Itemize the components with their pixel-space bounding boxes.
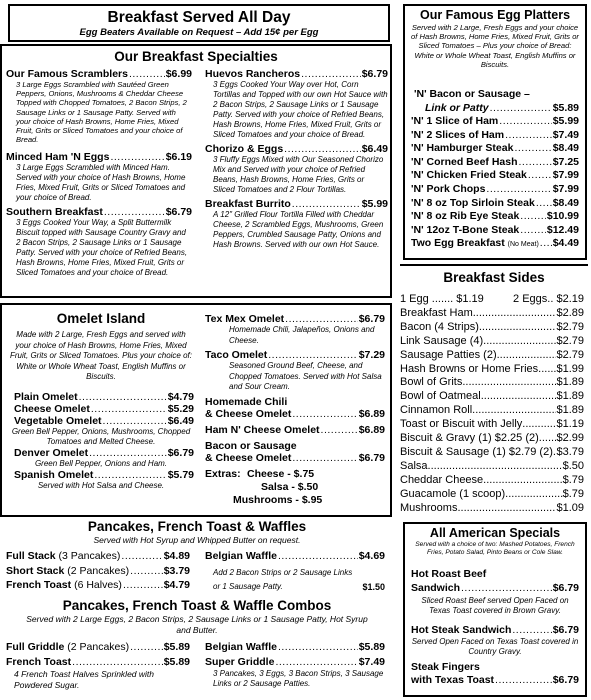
platter-item: 'N' 12oz T-Bone Steak ..... $12.49: [411, 224, 579, 238]
side-item: Guacamole (1 scoop) ..... $.79: [400, 488, 584, 502]
side-item: Salsa ..... $.50: [400, 460, 584, 474]
platter-item: 'N' Chicken Fried Steak ..... $7.99: [411, 169, 579, 183]
menu-item-ham-cheese-omelet: Ham N' Cheese Omelet ..... $6.89: [205, 424, 385, 437]
menu-item-texmex-omelet: Tex Mex Omelet ..... $6.79: [205, 313, 385, 325]
combos-left-col: [6, 640, 190, 690]
side-item: Link Sausage (4) ..... $2.79: [400, 335, 584, 349]
menu-item-desc: Homemade Chili, Jalapeños, Onions and Cheese.: [229, 325, 375, 345]
menu-item-short-stack: Short Stack (2 Pancakes) ..... $3.79: [6, 564, 190, 579]
menu-item-desc: Green Bell Pepper, Onions, Mushrooms, Chopped Tomatoes and Melted Cheese.: [11, 426, 191, 446]
combos-section: [0, 598, 394, 690]
menu-item-roast-beef: Sandwich ..... $6.79: [411, 581, 579, 595]
menu-item-desc: 3 Large Eggs Scrambled with Minced Ham. Served with your choice of Hash Browns, Home Fries, Mixed Fruit, Grits or Sliced Tomatoes and your choice of Bread.: [16, 163, 186, 202]
menu-item-desc: Seasoned Ground Beef, Cheese, and Chopped Tomatoes. Served with Hot Salsa and Sour Cream.: [229, 361, 382, 391]
menu-item-chorizo: Chorizo & Eggs ..... $6.49: [205, 143, 388, 155]
menu-item-huevos: Huevos Rancheros ..... $6.79: [205, 68, 388, 80]
platters-box: [403, 4, 587, 260]
menu-item-plain-omelet: Plain Omelet ..... $4.79: [8, 391, 194, 403]
menu-item-taco-omelet: Taco Omelet ..... $7.29: [205, 349, 385, 361]
side-item: Biscuit & Gravy (1) $2.25 (2) ..... $2.99: [400, 432, 584, 446]
platter-item: 'N' Hamburger Steak ..... $8.49: [411, 142, 579, 156]
platter-item: 'N' 8 oz Top Sirloin Steak ..... $8.49: [411, 197, 579, 211]
specialties-right-col: [205, 68, 388, 250]
combos-title: Pancakes, French Toast & Waffle Combos: [62, 598, 332, 613]
menu-item-french-toast: French Toast (6 Halves) ..... $4.79: [6, 578, 190, 593]
platters-title: Our Famous Egg Platters: [419, 8, 571, 22]
omelet-right-col: [205, 313, 385, 507]
pancakes-section: [0, 519, 394, 592]
page-subtitle: Egg Beaters Available on Request – Add 15¢ per Egg: [79, 27, 319, 38]
side-item: Sausage Patties (2) ..... $2.79: [400, 349, 584, 363]
menu-item-desc: 3 Large Eggs Scrambled with Sautéed Green Peppers, Onions, Mushrooms & Cheddar Cheese Topped with Chopped Tomatoes, 2 Bacon Strips, 2 Sausage Links or 1 Sausage Patty. Served with your choice of Hash Browns, Home Fries, Mixed Fruit, Grits or Sliced Tomatoes and your choice of Bread.: [16, 80, 187, 145]
menu-item-minced-ham: Minced Ham 'N Eggs ..... $6.19: [6, 151, 192, 163]
sides-section: [400, 264, 588, 516]
menu-item-southern: Southern Breakfast ..... $6.79: [6, 206, 192, 218]
platter-item: 'N' 1 Slice of Ham ..... $5.99: [411, 115, 579, 129]
menu-item-bacon-omelet: & Cheese Omelet ..... $6.79: [205, 452, 385, 465]
american-list: [411, 568, 579, 687]
combos-right-col: [205, 640, 385, 689]
waffle-add-desc: Add 2 Bacon Strips or 2 Sausage Links or 1 Sausage Patty. $1.50: [213, 567, 385, 592]
menu-item-bacon-line1: Bacon or Sausage: [205, 439, 297, 452]
pancakes-right-col: [205, 549, 385, 594]
menu-item-roast-line1: Hot Roast Beef: [411, 568, 487, 580]
platter-item: 'N' Pork Chops ..... $7.99: [411, 183, 579, 197]
menu-item-desc: 3 Pancakes, 3 Eggs, 3 Bacon Strips, 3 Sausage Links or 2 Sausage Patties.: [213, 669, 384, 688]
menu-item-chili-omelet: & Cheese Omelet ..... $6.89: [205, 408, 385, 421]
menu-item-spanish-omelet: Spanish Omelet ..... $5.79: [8, 469, 194, 481]
platters-list: [411, 88, 579, 252]
side-eggs: 1 Egg ....... $1.19 2 Eggs.. $2.19: [400, 293, 584, 305]
omelet-left-col: [8, 311, 194, 491]
menu-item-belgian-waffle: Belgian Waffle ..... $4.69: [205, 549, 385, 564]
menu-item-scramblers: Our Famous Scramblers ..... $6.99: [6, 68, 192, 80]
specialties-title: Our Breakfast Specialties: [114, 49, 278, 64]
platter-two-egg: Two Egg Breakfast (No Meat) ..... $4.49: [411, 237, 579, 252]
side-item: Mushrooms ..... $1.09: [400, 502, 584, 516]
side-item: Cheddar Cheese ..... $.79: [400, 474, 584, 488]
menu-item-super-griddle: Super Griddle ..... $7.49: [205, 655, 385, 670]
menu-item-steak-fingers: with Texas Toast ..... $6.79: [411, 674, 579, 687]
omelet-box: [0, 303, 392, 517]
menu-item-fingers-line1: Steak Fingers: [411, 661, 480, 673]
menu-item-full-griddle: Full Griddle (2 Pancakes) ..... $5.89: [6, 640, 190, 655]
platter-item: 'N' 2 Slices of Ham ..... $7.49: [411, 129, 579, 143]
menu-item-chili-line1: Homemade Chili: [205, 395, 288, 408]
menu-item-desc: Sliced Roast Beef served Open Faced on Texas Toast covered in Brown Gravy.: [421, 596, 569, 615]
platter-item: 'N' Corned Beef Hash ..... $7.25: [411, 156, 579, 170]
menu-item-cheese-omelet: Cheese Omelet ..... $5.29: [8, 403, 194, 415]
american-title: All American Specials: [429, 526, 561, 540]
combos-subtitle: Served with 2 Large Eggs, 2 Bacon Strips, 2 Sausage Links or 1 Sausage Patty, Hot Syrup and Butter.: [26, 614, 368, 635]
specialties-left-col: [6, 68, 192, 278]
side-item: Bacon (4 Strips) ..... $2.79: [400, 321, 584, 335]
menu-item-desc: Served with Hot Salsa and Cheese.: [37, 480, 165, 490]
menu-item-desc: 3 Eggs Cooked Your Way, a Split Buttermilk Biscuit topped with Sausage Country Gravy and 2 Bacon Strips, 2 Sausage Links or 1 Sausage Patty. Served with your choice of Refried Beans, Hash Browns, Home Fries, Mixed Fruit, Grits or Sliced Tomatoes and your choice of Bread.: [16, 218, 188, 277]
platter-bacon: Link or Patty ..... $5.89: [425, 101, 579, 115]
side-item: Bowl of Grits ..... $1.89: [400, 376, 584, 390]
platter-item: 'N' 8 oz Rib Eye Steak ..... $10.99: [411, 210, 579, 224]
side-item: Toast or Biscuit with Jelly ..... $1.19: [400, 418, 584, 432]
side-item: Bowl of Oatmeal ..... $1.89: [400, 390, 584, 404]
header-box: [8, 4, 390, 42]
platter-bacon-line1: 'N' Bacon or Sausage –: [414, 88, 530, 100]
side-item: Hash Browns or Home Fries ..... $1.99: [400, 363, 584, 377]
menu-item-desc: A 12" Grilled Flour Tortilla Filled with Cheddar Cheese, 2 Scrambled Eggs, Mushrooms, Green Peppers, Crumbled Sausage Patty, Onions and Hash Browns. Served with our own Hot Sauce.: [213, 210, 384, 249]
omelet-desc: Made with 2 Large, Fresh Eggs and served with your choice of Hash Browns, Home Fries, Mixed Fruit, Grits or Sliced Tomatoes. Plus your choice of: White or Whole Wheat Toast, English Muffins or Biscuits.: [10, 330, 192, 381]
menu-item-desc: 4 French Toast Halves Sprinkled with Powdered Sugar.: [14, 669, 155, 690]
menu-item-desc: 3 Eggs Cooked Your Way over Hot, Corn Tortillas and Topped with our own Hot Sauce with 2 Bacon Strips, 2 Sausage Links or 1 Sausage Patty. Served with your choice of Refried Beans, Hash Browns, Home Fries, Mixed Fruit, Grits or Sliced Tomatoes and your choice of Bread.: [213, 80, 388, 139]
side-item: Cinnamon Roll ..... $1.89: [400, 404, 584, 418]
menu-item-combo-waffle: Belgian Waffle ..... $5.89: [205, 640, 385, 655]
menu-item-vegetable-omelet: Vegetable Omelet ..... $6.49: [8, 415, 194, 427]
pancakes-left-col: [6, 549, 190, 593]
american-desc: Served with a choice of two: Mashed Potatoes, French Fries, Potato Salad, Pinto Beans or Cole Slaw.: [415, 541, 575, 557]
pancakes-title: Pancakes, French Toast & Waffles: [87, 519, 307, 534]
american-box: [403, 522, 587, 697]
omelet-title: Omelet Island: [56, 311, 146, 326]
menu-item-desc: Green Bell Pepper, Onions and Ham.: [34, 458, 168, 468]
page-title: Breakfast Served All Day: [107, 9, 291, 26]
menu-item-full-stack: Full Stack (3 Pancakes) ..... $4.89: [6, 549, 190, 564]
pancakes-subtitle: Served with Hot Syrup and Whipped Butter on request.: [93, 535, 301, 545]
menu-item-denver-omelet: Denver Omelet ..... $6.79: [8, 447, 194, 459]
menu-item-burrito: Breakfast Burrito ..... $5.99: [205, 198, 388, 210]
menu-item-hot-steak: Hot Steak Sandwich ..... $6.79: [411, 623, 579, 637]
platters-desc: Served with 2 Large, Fresh Eggs and your choice of Hash Browns, Home Fries, Mixed Fruit, Grits or Sliced Tomatoes – Plus your choice of Bread: White or Whole Wheat Toast, English Muffins or Biscuits.: [411, 23, 579, 69]
menu-item-combo-french-toast: French Toast ..... $5.89: [6, 655, 190, 670]
specialties-box: [0, 44, 392, 298]
side-item: Breakfast Ham ..... $2.89: [400, 307, 584, 321]
side-item: Biscuit & Sausage (1) $2.79 (2) ..... $3.79: [400, 446, 584, 460]
omelet-extras: Extras: Cheese - $.75 Salsa - $.50 Mushrooms - $.95: [205, 467, 323, 506]
menu-item-desc: 3 Fluffy Eggs Mixed with Our Seasoned Chorizo Mix and Served with your choice of Refried Beans, Hash Browns, Home Fries, Grits or Sliced Tomatoes and 2 Flour Tortillas.: [213, 155, 384, 194]
menu-item-desc: Served Open Faced on Texas Toast covered in Country Gravy.: [411, 637, 579, 656]
sides-title: Breakfast Sides: [443, 270, 545, 285]
